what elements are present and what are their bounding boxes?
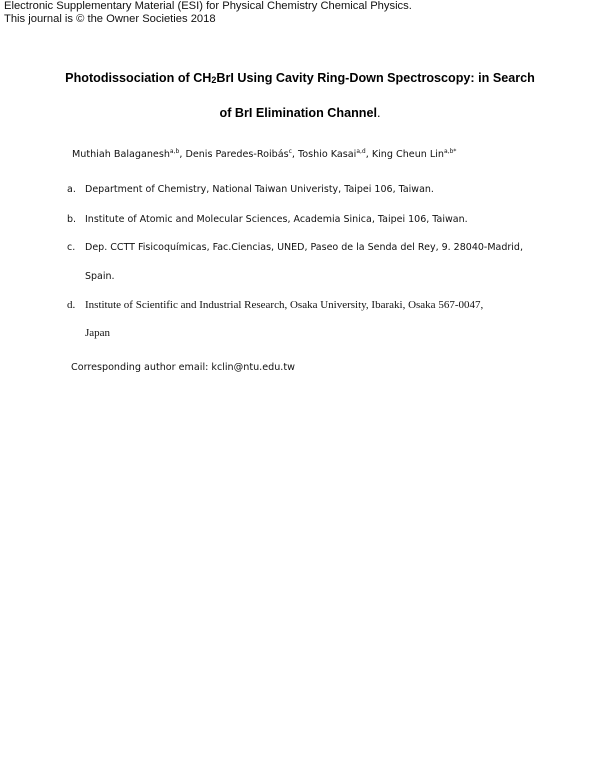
affiliation-text: Institute of Atomic and Molecular Sciences, Academia Sinica, Taipei 106, Taiwan.: [85, 214, 468, 225]
affiliation-letter: b.: [67, 214, 77, 225]
author-affiliation-marker: a,b: [169, 148, 180, 155]
author-affiliation-marker: a,d: [356, 148, 366, 155]
author-name: Denis Paredes-Roibás: [185, 149, 289, 160]
author-affiliation-marker: c: [288, 148, 292, 155]
author-name: Muthiah Balaganesh: [72, 149, 170, 160]
author-separator: ,: [179, 149, 186, 160]
affiliation-text: Japan: [85, 327, 111, 339]
esi-header: [4, 0, 412, 26]
corresponding-author-email: Corresponding author email: kclin@ntu.edu.tw: [71, 362, 295, 373]
affiliation-text: Institute of Scientific and Industrial Research, Osaka University, Ibaraki, Osaka 567-0047,: [85, 299, 484, 311]
title-period: .: [376, 106, 381, 120]
paper-title-line-1: [30, 71, 570, 85]
author-name: King Cheun Lin: [371, 149, 445, 160]
author-list: [72, 148, 456, 160]
affiliation-text: Department of Chemistry, National Taiwan Univeristy, Taipei 106, Taiwan.: [85, 184, 434, 195]
title-text-part-1: Photodissociation of CH: [65, 71, 212, 85]
affiliation-text: Spain.: [85, 271, 115, 282]
title-text-part-2: BrI Using Cavity Ring-Down Spectroscopy: in Search: [216, 71, 535, 85]
author-separator: ,: [365, 149, 372, 160]
title-subscript: 2: [211, 75, 217, 85]
paper-title-line-2: [30, 106, 570, 120]
affiliation-text: Dep. CCTT Fisicoquímicas, Fac.Ciencias, UNED, Paseo de la Senda del Rey, 9. 28040-Madrid,: [85, 242, 523, 253]
affiliation-letter: d.: [67, 299, 76, 311]
author-affiliation-marker: a,b*: [444, 148, 457, 155]
author-separator: ,: [291, 149, 299, 160]
esi-header-line-2: This journal is © the Owner Societies 2018: [4, 13, 216, 25]
affiliation-letter: a.: [67, 184, 76, 195]
affiliation-letter: c.: [67, 242, 76, 253]
title-text-line-2: of BrI Elimination Channel: [219, 106, 377, 120]
author-name: Toshio Kasai: [298, 149, 357, 160]
esi-header-line-1: Electronic Supplementary Material (ESI) for Physical Chemistry Chemical Physics.: [4, 0, 412, 12]
